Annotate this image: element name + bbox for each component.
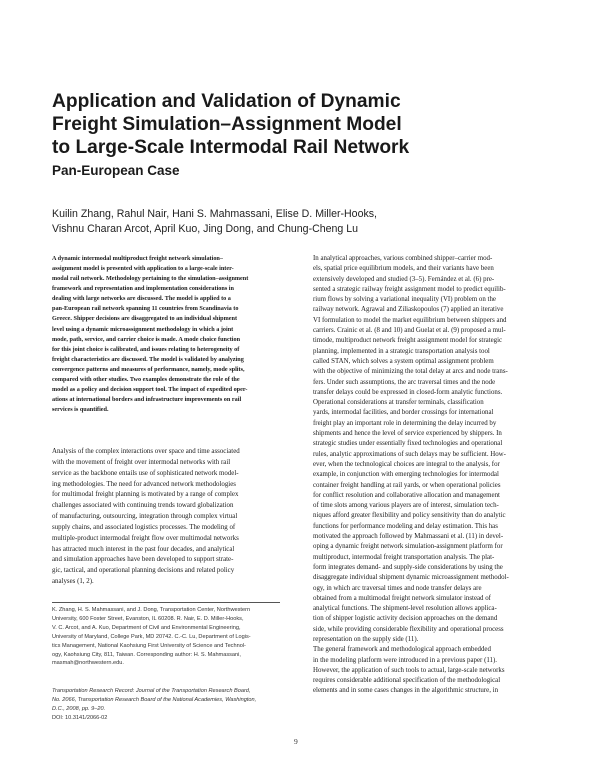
abstract-line: ations at international borders and infrastructure improvements on rail — [52, 396, 242, 404]
footnote-divider — [52, 602, 280, 603]
abstract-line: model as a policy and decision support tool. The impact of expedited oper- — [52, 386, 248, 394]
doi: DOI: 10.3141/2066-02 — [52, 714, 108, 721]
body-line: rules, analytic approximations of such delays may be sufficient. How- — [313, 450, 506, 458]
page-number: 9 — [294, 737, 298, 746]
body-line: shipments and hence the level of service experienced by shippers. In — [313, 430, 502, 438]
affiliation-line: V. C. Arcot, and A. Kuo, Department of Civil and Environmental Engineering, — [52, 624, 241, 631]
body-line: yards, intermodal facilities, and border crossings for international — [313, 409, 494, 417]
body-line: motivated the approach followed by Mahmassani et al. (11) in devel- — [313, 533, 504, 541]
abstract-line: compared with other studies. Two examples demonstrate the role of the — [52, 375, 240, 383]
body-line: railway network. Agrawal and Ziliaskopoulos (7) applied an iterative — [313, 306, 504, 314]
body-line: multiproduct, intermodal freight transportation analysis. The plat- — [313, 553, 495, 561]
abstract-line: Greece. Shipper decisions are disaggregated to an individual shipment — [52, 315, 238, 323]
author-line: Kuilin Zhang, Rahul Nair, Hani S. Mahmassani, Elise D. Miller-Hooks, — [52, 208, 377, 220]
paper-subtitle: Pan-European Case — [52, 163, 180, 178]
abstract-line: framework and representation and implementation considerations in — [52, 285, 234, 293]
body-line: example, in conjunction with emerging technologies for intermodal — [313, 471, 499, 479]
abstract-line: A dynamic intermodal multiproduct freight network simulation– — [52, 255, 223, 262]
body-line: extensively developed and studied (3–5). Fernández et al. (6) pre- — [313, 275, 495, 283]
title-line: Application and Validation of Dynamic — [52, 91, 401, 112]
title-line: to Large-Scale Intermodal Rail Network — [52, 137, 410, 158]
affiliation-line: K. Zhang, H. S. Mahmassani, and J. Dong, Transportation Center, Northwestern — [52, 607, 251, 613]
right-column-body — [313, 254, 549, 697]
body-line: side, while providing considerable flexibility and operational process — [313, 625, 504, 633]
body-line: oping a dynamic freight network simulation-assignment platform for — [313, 543, 503, 551]
abstract-line: modal rail network. Methodology pertaining to the simulation–assignment — [52, 275, 249, 283]
abstract-line: dealing with large networks are discussed. The model is applied to a — [52, 295, 231, 303]
body-line: in the modeling platform were introduced in a previous paper (11). — [313, 656, 498, 664]
paper-title — [52, 90, 552, 159]
body-line: tion of shipper logistic activity decision approaches on the demand — [313, 615, 498, 623]
body-line: The general framework and methodological approach embedded — [313, 646, 491, 654]
title-line: Freight Simulation–Assignment Model — [52, 114, 402, 135]
intro-line: supply chains, and associated logistics processes. The modeling of — [52, 523, 236, 531]
body-line: niques afford greater flexibility and policy sensitivity than do analytic — [313, 512, 506, 520]
abstract-line: mode, path, service, and carrier choice is made. A mode choice function — [52, 335, 241, 343]
body-line: fers. Under such assumptions, the arc traversal times and the node — [313, 378, 496, 386]
body-line: analytical functions. The shipment-level resolution allows applica- — [313, 605, 497, 613]
journal-line: No. 2066, Transportation Research Board of the National Academies, Washington, — [52, 696, 257, 703]
intro-line: service as the backbone entails use of sophisticated network model- — [52, 469, 239, 477]
body-line: Operational considerations at transfer terminals, classification — [313, 399, 484, 407]
journal-line: Transportation Research Record: Journal of the Transportation Research Board, — [52, 688, 251, 694]
intro-line: gic, tactical, and operational planning decisions and related policy — [52, 567, 235, 575]
body-line: called STAN, which solves a system optimal assignment problem — [313, 357, 494, 365]
intro-line: multiple-product intermodal freight flow over multimodal networks — [52, 534, 239, 542]
body-line: disaggregate individual shipment dynamic microassignment methodol- — [313, 574, 509, 582]
author-affiliations — [52, 606, 284, 668]
abstract-line: services is quantified. — [52, 406, 109, 414]
affiliation-line: masmah@northwestern.edu. — [52, 660, 124, 667]
abstract-line: freight characteristics are discussed. The model is validated by analyzing — [52, 355, 244, 363]
body-line: VI formulation to model the market equilibrium between shippers and — [313, 316, 507, 324]
body-line: sented a strategic railway freight assignment model to predict equilib- — [313, 285, 506, 293]
journal-citation — [52, 687, 284, 723]
abstract-line: assignment model is presented with application to a large-scale inter- — [52, 265, 234, 273]
body-line: functions for performance modeling and delay estimation. This has — [313, 522, 498, 530]
affiliation-line: University of Maryland, College Park, MD 20742. C.-C. Lu, Department of Logis- — [52, 633, 251, 640]
body-line: representation on the supply side (11). — [313, 635, 419, 643]
body-line: carriers. Crainic et al. (8 and 10) and Guelat et al. (9) proposed a mul- — [313, 327, 506, 335]
body-line: els, spatial price equilibrium models, and their variants have been — [313, 265, 494, 273]
intro-line: has attracted much interest in the past four decades, and analytical — [52, 545, 235, 553]
author-line: Vishnu Charan Arcot, April Kuo, Jing Dong, and Chung-Cheng Lu — [52, 223, 359, 235]
intro-line: challenges associated with continuing trends toward globalization — [52, 502, 234, 510]
body-line: elements and in some cases changes in the algorithmic structure, in — [313, 687, 499, 695]
intro-line: ing methodologies. The need for advanced network methodologies — [52, 480, 236, 488]
body-line: obtained from a multimodal freight network simulator instead of — [313, 594, 491, 602]
body-line: timode, multiproduct network freight assignment model for strategic — [313, 337, 503, 345]
body-line: strategic studies under essentially fixed technologies and operational — [313, 440, 503, 448]
intro-line: Analysis of the complex interactions over space and time associated — [52, 448, 240, 455]
body-line: ever, when the technological choices are integral to the analysis, for — [313, 460, 500, 468]
author-list — [52, 207, 552, 237]
abstract — [52, 254, 284, 415]
body-line: ogy, in which arc traversal times and node transfer delays are — [313, 584, 482, 592]
intro-line: for multimodal freight planning is motivated by a range of complex — [52, 491, 239, 499]
intro-line: analyses (1, 2). — [52, 578, 94, 586]
body-line: for conflict resolution and collaborative allocation and management — [313, 491, 500, 499]
body-line: In analytical approaches, various combined shipper–carrier mod- — [313, 255, 493, 262]
abstract-line: pan-European rail network spanning 11 countries from Scandinavia to — [52, 305, 239, 313]
body-line: freight play an important role in determining the delay incurred by — [313, 419, 497, 427]
abstract-line: convergence patterns and measures of performance, namely, mode splits, — [52, 365, 245, 373]
body-line: container freight handling at rail yards, or when operational policies — [313, 481, 501, 489]
body-line: with the objective of minimizing the total delay at arcs and node trans- — [313, 368, 508, 376]
affiliation-line: tics Management, National Kaohsiung First University of Science and Technol- — [52, 642, 246, 649]
abstract-line: level using a dynamic microassignment methodology in which a joint — [52, 325, 234, 333]
affiliation-line: University, 600 Foster Street, Evanston, IL 60208. R. Nair, E. D. Miller-Hooks, — [52, 615, 244, 622]
body-line: However, the application of such tools to actual, large-scale networks — [313, 666, 505, 674]
intro-line: with the movement of freight over intermodal networks with rail — [52, 458, 231, 466]
journal-line: D.C., 2008, pp. 9–20. — [52, 705, 106, 712]
introduction — [52, 447, 284, 588]
body-line: rium flows by solving a variational inequality (VI) problem on the — [313, 296, 496, 304]
body-line: requires considerable additional specification of the methodological — [313, 677, 501, 685]
body-line: of time slots among various players are of interest, simulation tech- — [313, 502, 499, 510]
body-line: form integrates demand- and supply-side considerations by using the — [313, 563, 503, 571]
body-line: planning, implemented in a strategic transportation analysis tool — [313, 347, 490, 355]
body-line: transfer delays could be expressed in closed-form analytic functions. — [313, 388, 503, 396]
intro-line: and simulation approaches have been developed to support strate- — [52, 556, 234, 564]
affiliation-line: ogy, Kaohsiung City, 811, Taiwan. Corresponding author: H. S. Mahmassani, — [52, 651, 241, 658]
abstract-line: for this joint choice is calibrated, and issues relating to heterogeneity of — [52, 345, 240, 353]
intro-line: of manufacturing, outsourcing, integration through complex virtual — [52, 513, 238, 521]
